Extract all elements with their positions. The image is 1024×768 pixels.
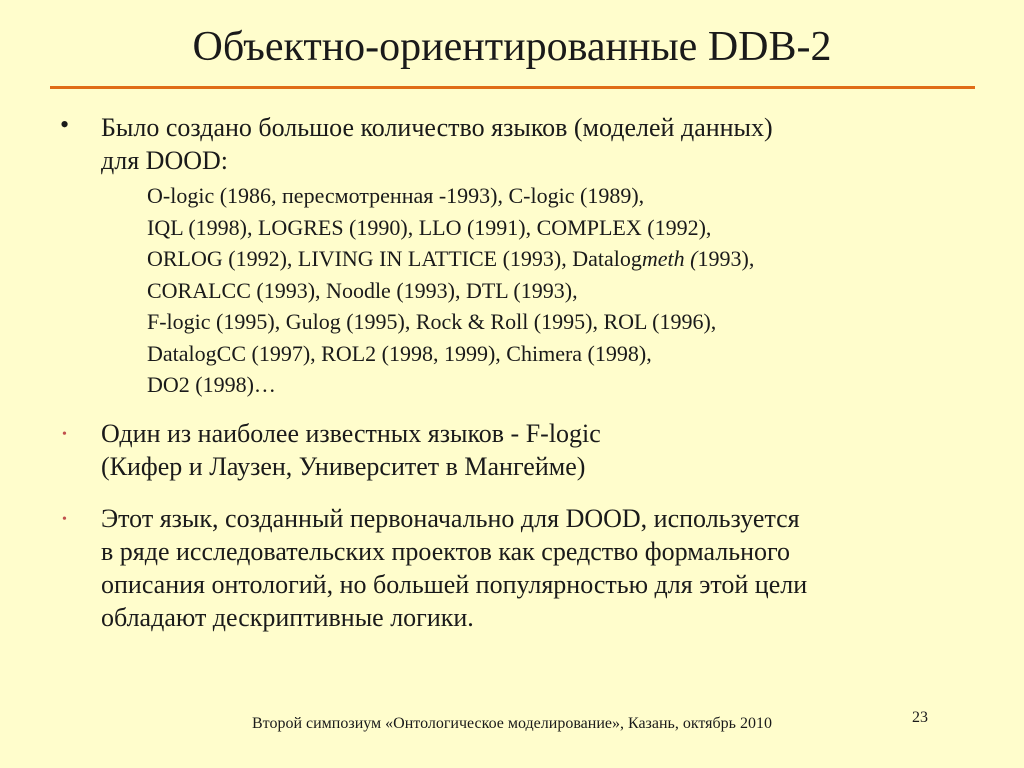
bullet-marker: • [60, 110, 70, 139]
language-list-line: CORALCC (1993), Noodle (1993), DTL (1993), [147, 277, 578, 303]
bullet-1-line-1: Было создано большое количество языков (моделей данных) [101, 113, 773, 142]
language-list-line: DatalogCC (1997), ROL2 (1998, 1999), Chimera (1998), [147, 340, 652, 366]
slide-title: Объектно-ориентированные DDB-2 [192, 24, 832, 70]
language-list-line: IQL (1998), LOGRES (1990), LLO (1991), COMPLEX (1992), [147, 214, 712, 240]
bullet-1-line-2: для DOOD: [101, 146, 228, 175]
bullet-2-line-2: (Кифер и Лаузен, Университет в Мангейме) [101, 452, 586, 481]
bullet-marker: • [62, 512, 67, 527]
bullet-3-line-4: обладают дескриптивные логики. [101, 603, 474, 632]
language-list-italic: meth ( [641, 246, 698, 271]
bullet-2-line-1: Один из наиболее известных языков - F-logic [101, 419, 601, 448]
bullet-1-text [101, 111, 981, 177]
language-list-text: ORLOG (1992), LIVING IN LATTICE (1993), Datalog [147, 246, 642, 271]
bullet-3-line-1: Этот язык, созданный первоначально для DOOD, используется [101, 504, 800, 533]
language-list [147, 180, 754, 401]
bullet-3-text [101, 502, 981, 634]
language-list-text: 1993), [697, 246, 755, 271]
language-list-line: F-logic (1995), Gulog (1995), Rock & Roll (1995), ROL (1996), [147, 309, 717, 334]
footer: Второй симпозиум «Онтологическое моделирование», Казань, октябрь 2010 [252, 715, 772, 732]
bullet-marker: • [62, 427, 67, 442]
language-list-line: O-logic (1986, пересмотренная -1993), C-logic (1989), [147, 183, 645, 208]
language-list-line [147, 243, 754, 275]
bullet-3-line-3: описания онтологий, но большей популярностью для этой цели [101, 570, 808, 599]
title-divider [50, 86, 975, 89]
bullet-3-line-2: в ряде исследовательских проектов как средство формального [101, 537, 791, 566]
language-list-line: DO2 (1998)… [147, 372, 276, 397]
bullet-2-text [101, 417, 981, 483]
page-number: 23 [912, 709, 928, 726]
